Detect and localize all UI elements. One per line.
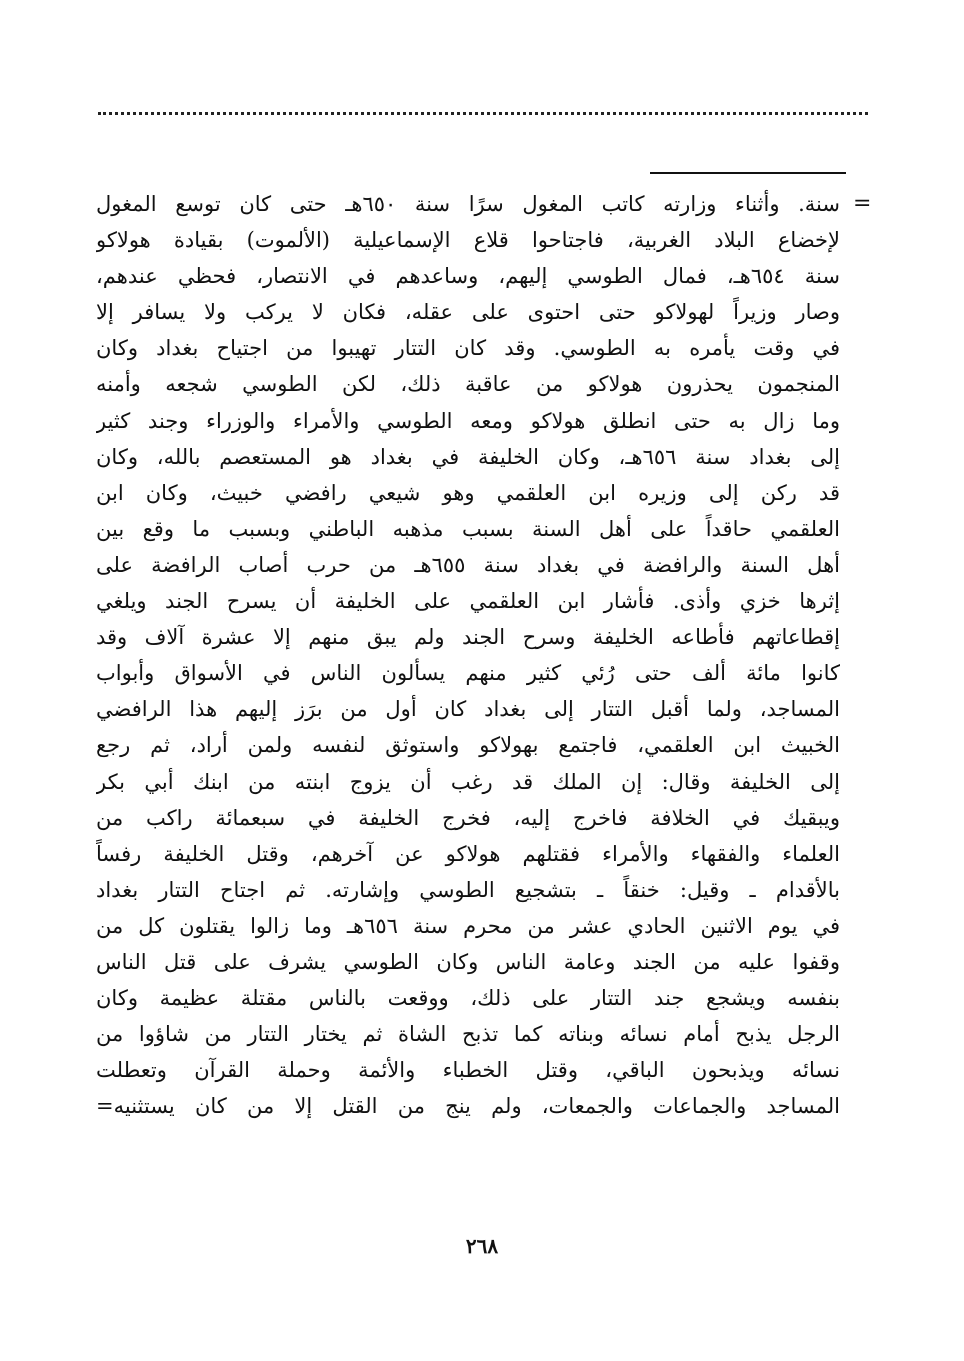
text-line: إلى الخليفة وقال: إن الملك قد رغب أن يزوج ابنته من ابنك أبي بكر: [96, 769, 840, 794]
text-line: كانوا مائة ألف حتى رُئي كثير منهم يسألون الناس في الأسواق وأبواب: [96, 661, 840, 686]
header-dotted-divider: [98, 112, 868, 115]
text-line: في وقت يأمره به الطوسي. وقد كان التتار تهيبوا من اجتياح بغداد وكان: [96, 336, 840, 361]
text-line: إثرها خزي وأذى. فأشار ابن العلقمي على الخليفة أن يسرح الجند ويلغي: [96, 589, 840, 614]
text-line: قد ركن إلى وزيره ابن العلقمي وهو شيعي رافضي خبيث، وكان ابن: [96, 480, 840, 505]
text-line: وما زال به حتى انطلق هولاكو ومعه الطوسي والأمراء والوزراء وجند كثير: [96, 408, 840, 433]
footnote-text-block: [96, 186, 840, 1124]
text-line: المساجد، ولما أقبل التتار إلى بغداد كان أول من برَز إليهم هذا الرافضي: [96, 697, 840, 722]
text-line: أهل السنة والرافضة في بغداد سنة ٦٥٥هـ من حرب أصاب الرافضة على: [96, 552, 840, 577]
text-line: ويبقيك في الخلافة فاخرج إليه، فخرج الخليفة في سبعمائة راكب من: [96, 805, 840, 830]
text-line: المساجد والجماعات والجمعات، ولم ينج من القتل إلا من كان يستثنيه=: [96, 1094, 840, 1119]
page-number: ٢٦٨: [465, 1234, 499, 1258]
text-line: العلماء والفقهاء والأمراء فقتلهم هولاكو عن آخرهم، وقتل الخليفة رفساً: [96, 841, 840, 866]
text-line: إقطاعاتهم فأطاعه الخليفة وسرح الجند ولم يبق منهم إلا عشرة آلاف وقد: [96, 625, 840, 650]
text-line: سنة ٦٥٤هـ، فمال الطوسي إليهم، وساعدهم في الانتصار، فحظي عندهم،: [96, 264, 840, 289]
text-line: بنفسه ويشجع جند التتار على ذلك، ووقعت بالناس مقتلة عظيمة وكان: [96, 986, 840, 1011]
text-line: لإخضاع البلاد الغربية، فاجتاحوا قلاع الإسماعيلية (الألموت) بقيادة هولاكو: [96, 228, 840, 253]
continuation-mark: =: [853, 191, 872, 216]
text-line: المنجمون يحذرون هولاكو من عاقبة ذلك، لكن الطوسي شجعه وأمنه: [96, 372, 840, 397]
text-line: سنة. وأثناء وزارته كاتب المغول سرًا سنة ٦٥٠هـ حتى كان توسع المغول: [96, 192, 840, 216]
footnote-separator-line: [650, 172, 846, 174]
text-line: إلى بغداد سنة ٦٥٦هـ، وكان الخليفة في بغداد هو المستعصم بالله، وكان: [96, 444, 840, 469]
text-line: الرجل يذبح أمام نسائه وبناته كما تذبح الشاة ثم يختار التتار من شاؤوا من: [96, 1022, 840, 1047]
text-line: العلقمي حاقداً على أهل السنة بسبب مذهبه الباطني وبسبب ما وقع بين: [96, 516, 840, 541]
text-line: بالأقدام ـ وقيل: خنقاً ـ بتشجيع الطوسي وإشارته. ثم اجتاح التتار بغداد: [96, 877, 840, 902]
text-line: نسائه ويذبحون الباقي، وقتل الخطباء والأئمة وحملة القرآن وتعطلت: [96, 1058, 840, 1083]
text-line: في يوم الاثنين الحادي عشر من محرم سنة ٦٥٦هـ وما زالوا يقتلون كل من: [96, 913, 840, 938]
text-line: وصار وزيراً لهولاكو حتى احتوى على عقله، فكان لا يركب ولا يسافر إلا: [96, 300, 840, 325]
text-line: وقفوا عليه من الجند وعامة الناس وكان الطوسي يشرف على قتل الناس: [96, 949, 840, 974]
text-line: الخبيث ابن العلقمي، فاجتمع بهولاكو واستوثق لنفسه ولمن أراد، ثم رجع: [96, 733, 840, 758]
